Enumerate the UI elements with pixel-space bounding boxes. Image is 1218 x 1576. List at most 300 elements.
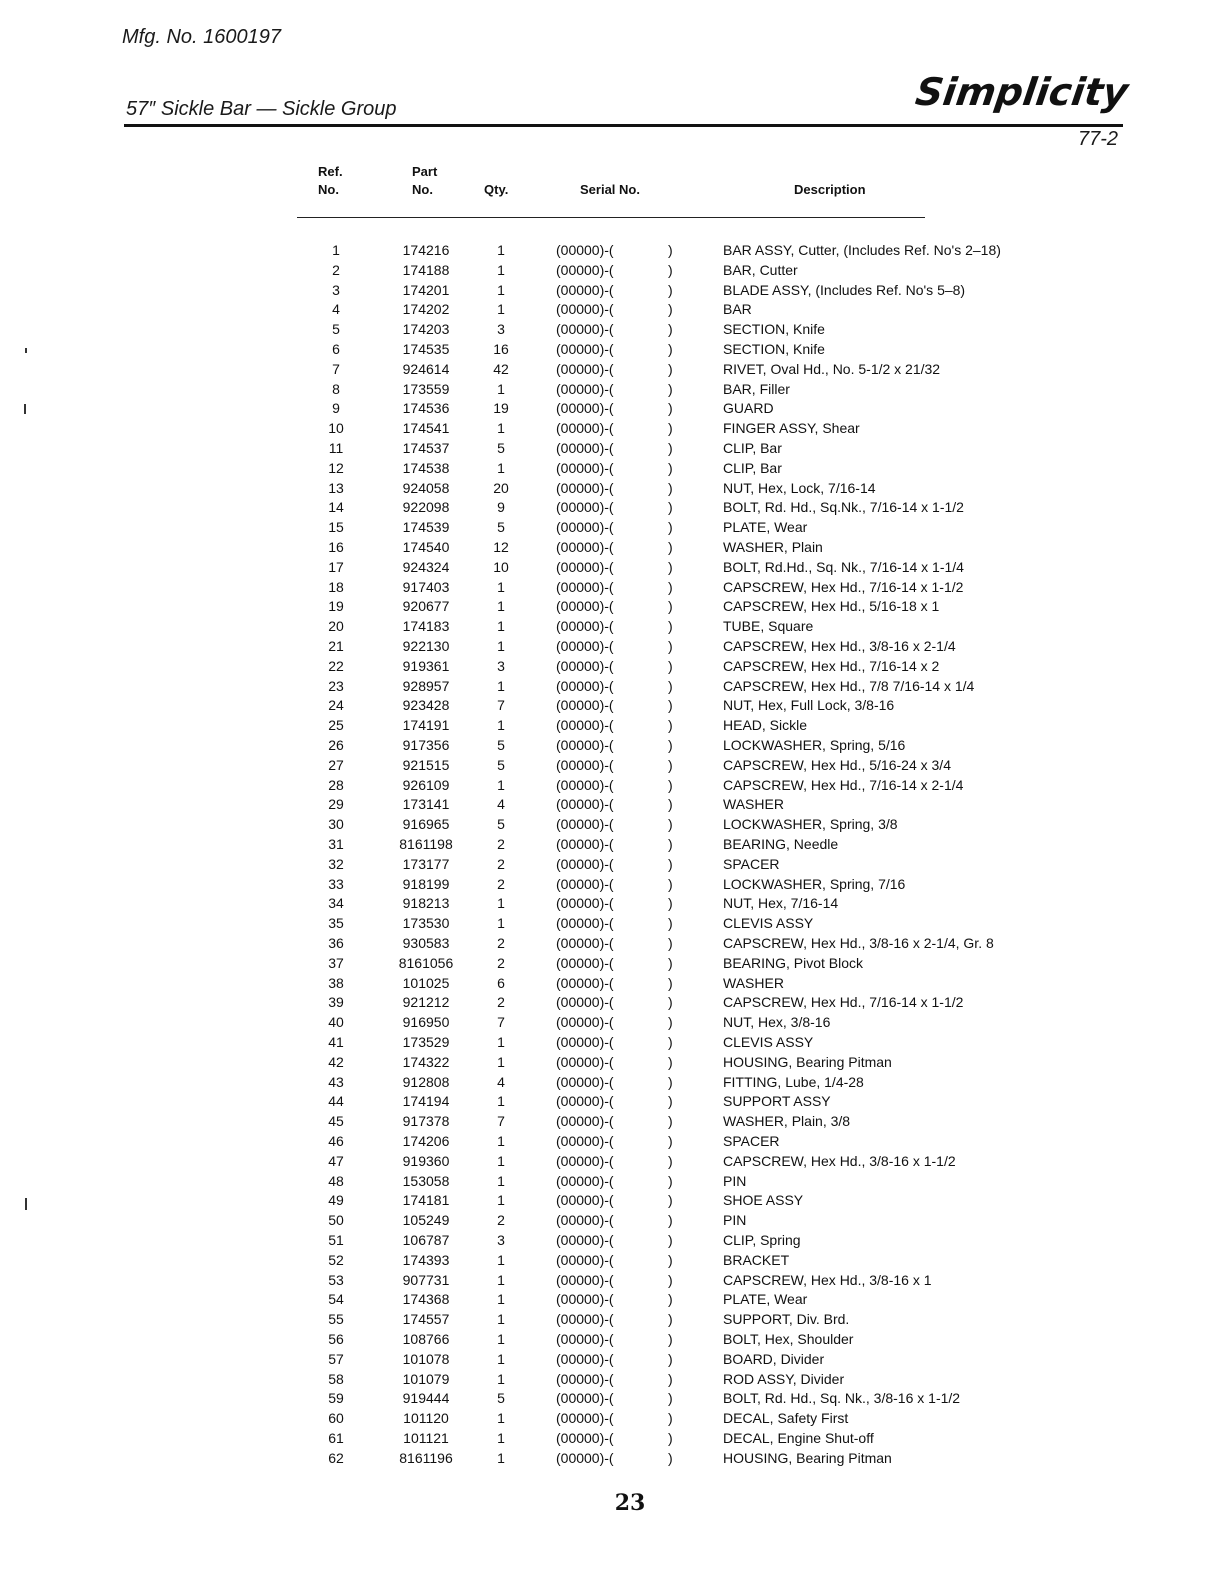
- part-no-cell: 921212: [402, 994, 450, 1011]
- description-cell: BLADE ASSY, (Includes Ref. No's 5–8): [723, 281, 966, 298]
- description-cell: SECTION, Knife: [723, 341, 825, 357]
- table-row: [0, 479, 1218, 499]
- ref-no-cell: 10: [328, 420, 344, 437]
- qty-cell: 5: [497, 519, 505, 536]
- description-cell: BAR: [723, 301, 752, 318]
- qty-cell: 1: [497, 1053, 505, 1070]
- part-no-cell: 108766: [402, 1331, 450, 1347]
- qty-cell: 1: [497, 1251, 505, 1268]
- qty-cell: 1: [497, 677, 505, 694]
- qty-cell: 1: [497, 1430, 505, 1446]
- table-row: [0, 300, 1218, 320]
- ref-no-cell: 58: [328, 1370, 344, 1387]
- ref-no-cell: 44: [328, 1093, 344, 1110]
- table-row: [0, 736, 1218, 756]
- serial-close-cell: ): [668, 816, 673, 833]
- part-no-cell: 919444: [402, 1390, 450, 1407]
- qty-cell: 1: [497, 1449, 505, 1466]
- part-no-cell: 924058: [402, 479, 450, 496]
- serial-no-cell: (00000)-(: [556, 915, 614, 932]
- table-row: [0, 340, 1218, 360]
- serial-no-cell: (00000)-(: [556, 1311, 614, 1328]
- serial-no-cell: (00000)-(: [556, 1113, 614, 1130]
- ref-no-cell: 40: [328, 1014, 344, 1031]
- ref-no-cell: 61: [328, 1430, 344, 1446]
- description-cell: SUPPORT ASSY: [723, 1093, 831, 1110]
- table-row: [0, 993, 1218, 1013]
- serial-no-cell: (00000)-(: [556, 1172, 614, 1189]
- description-cell: BEARING, Needle: [723, 836, 839, 852]
- ref-no-cell: 47: [328, 1152, 344, 1169]
- ref-no-cell: 32: [328, 855, 344, 872]
- serial-close-cell: ): [668, 539, 673, 555]
- part-no-cell: 174194: [402, 1093, 450, 1110]
- description-cell: CAPSCREW, Hex Hd., 3/8-16 x 1: [723, 1271, 932, 1288]
- ref-no-cell: 30: [328, 816, 344, 833]
- serial-close-cell: ): [668, 479, 673, 496]
- serial-close-cell: ): [668, 717, 673, 734]
- part-no-cell: 928957: [402, 677, 450, 694]
- part-no-cell: 101079: [402, 1370, 450, 1387]
- table-row: [0, 1211, 1218, 1231]
- description-cell: BOARD, Divider: [723, 1350, 825, 1367]
- description-cell: HEAD, Sickle: [723, 717, 808, 734]
- description-cell: GUARD: [723, 400, 774, 417]
- part-no-cell: 174201: [402, 281, 450, 298]
- serial-close-cell: ): [668, 598, 673, 615]
- table-row: [0, 1330, 1218, 1350]
- part-no-cell: 930583: [402, 935, 450, 951]
- qty-cell: 5: [497, 1390, 505, 1407]
- table-row: [0, 360, 1218, 380]
- table-row: [0, 1370, 1218, 1390]
- description-cell: NUT, Hex, Full Lock, 3/8-16: [723, 697, 895, 714]
- ref-no-cell: 34: [328, 895, 344, 912]
- qty-cell: 7: [497, 1113, 505, 1130]
- description-cell: FITTING, Lube, 1/4-28: [723, 1073, 864, 1090]
- description-cell: BOLT, Rd.Hd., Sq. Nk., 7/16-14 x 1-1/4: [723, 558, 964, 575]
- column-header-part: [412, 163, 437, 199]
- table-row: [0, 459, 1218, 479]
- ref-no-cell: 38: [328, 974, 344, 991]
- description-cell: CLEVIS ASSY: [723, 915, 814, 932]
- description-cell: PLATE, Wear: [723, 519, 808, 536]
- ref-no-cell: 33: [328, 875, 344, 892]
- table-row: [0, 1152, 1218, 1172]
- part-no-cell: 174537: [402, 440, 450, 456]
- description-cell: CAPSCREW, Hex Hd., 5/16-24 x 3/4: [723, 756, 951, 773]
- serial-close-cell: ): [668, 1073, 673, 1090]
- description-cell: ROD ASSY, Divider: [723, 1370, 845, 1387]
- serial-no-cell: (00000)-(: [556, 618, 614, 635]
- ref-no-cell: 11: [328, 440, 344, 456]
- column-header-part-line1: Part: [412, 164, 438, 179]
- ref-no-cell: 13: [328, 479, 344, 496]
- description-cell: SUPPORT, Div. Brd.: [723, 1311, 850, 1328]
- ref-no-cell: 7: [332, 360, 340, 377]
- part-no-cell: 916950: [402, 1014, 450, 1031]
- table-row: [0, 875, 1218, 895]
- description-cell: LOCKWASHER, Spring, 5/16: [723, 737, 906, 753]
- part-no-cell: 924614: [402, 360, 450, 377]
- table-row: [0, 716, 1218, 736]
- column-header-qty: [484, 181, 508, 199]
- serial-no-cell: (00000)-(: [556, 1073, 614, 1090]
- serial-close-cell: ): [668, 1192, 673, 1209]
- serial-close-cell: ): [668, 737, 673, 753]
- qty-cell: 1: [497, 1172, 505, 1189]
- qty-cell: 1: [497, 895, 505, 912]
- serial-close-cell: ): [668, 677, 673, 694]
- table-row: [0, 1389, 1218, 1409]
- qty-cell: 1: [497, 1093, 505, 1110]
- part-no-cell: 918199: [402, 875, 450, 892]
- part-no-cell: 101025: [402, 974, 450, 991]
- column-header-serial: [580, 181, 640, 199]
- qty-cell: 2: [497, 836, 505, 852]
- serial-close-cell: ): [668, 519, 673, 536]
- serial-no-cell: (00000)-(: [556, 360, 614, 377]
- part-no-cell: 174539: [402, 519, 450, 536]
- page-number: 23: [614, 1490, 646, 1516]
- description-cell: DECAL, Engine Shut-off: [723, 1430, 874, 1446]
- serial-no-cell: (00000)-(: [556, 1430, 614, 1446]
- qty-cell: 1: [497, 1291, 505, 1308]
- description-cell: SHOE ASSY: [723, 1192, 804, 1209]
- serial-no-cell: (00000)-(: [556, 1370, 614, 1387]
- table-row: [0, 558, 1218, 578]
- table-row: [0, 1290, 1218, 1310]
- serial-close-cell: ): [668, 895, 673, 912]
- description-cell: SPACER: [723, 855, 780, 872]
- part-no-cell: 101121: [403, 1430, 449, 1446]
- serial-no-cell: (00000)-(: [556, 281, 614, 298]
- serial-no-cell: (00000)-(: [556, 1350, 614, 1367]
- column-header-ref: [318, 163, 343, 199]
- ref-no-cell: 19: [328, 598, 344, 615]
- serial-close-cell: ): [668, 994, 673, 1011]
- serial-no-cell: (00000)-(: [556, 756, 614, 773]
- qty-cell: 1: [497, 1133, 505, 1149]
- qty-cell: 9: [497, 499, 505, 516]
- table-row: [0, 1231, 1218, 1251]
- part-no-cell: 919361: [402, 657, 450, 674]
- part-no-cell: 916965: [402, 816, 450, 833]
- part-no-cell: 174557: [402, 1311, 450, 1328]
- serial-close-cell: ): [668, 1271, 673, 1288]
- ref-no-cell: 46: [328, 1133, 344, 1149]
- qty-cell: 1: [497, 281, 505, 298]
- ref-no-cell: 45: [328, 1113, 344, 1130]
- ref-no-cell: 20: [328, 618, 344, 635]
- serial-no-cell: (00000)-(: [556, 479, 614, 496]
- ref-no-cell: 53: [328, 1271, 344, 1288]
- serial-close-cell: ): [668, 1390, 673, 1407]
- serial-close-cell: ): [668, 1014, 673, 1031]
- column-header-description: [794, 181, 866, 199]
- serial-no-cell: (00000)-(: [556, 578, 614, 595]
- part-no-cell: 912808: [402, 1073, 450, 1090]
- part-no-cell: 174203: [402, 321, 450, 338]
- serial-no-cell: (00000)-(: [556, 420, 614, 437]
- serial-no-cell: (00000)-(: [556, 440, 614, 456]
- header-rule: [124, 124, 1123, 127]
- ref-no-cell: 55: [328, 1311, 344, 1328]
- description-cell: CAPSCREW, Hex Hd., 3/8-16 x 2-1/4: [723, 638, 956, 654]
- ref-no-cell: 26: [328, 737, 344, 753]
- serial-close-cell: ): [668, 1370, 673, 1387]
- ref-no-cell: 3: [332, 281, 340, 298]
- ref-no-cell: 4: [332, 301, 340, 318]
- serial-no-cell: (00000)-(: [556, 974, 614, 991]
- description-cell: PLATE, Wear: [723, 1291, 808, 1308]
- part-no-cell: 174536: [402, 400, 450, 417]
- ref-no-cell: 54: [328, 1291, 344, 1308]
- part-no-cell: 907731: [402, 1271, 450, 1288]
- qty-cell: 1: [497, 598, 505, 615]
- description-cell: NUT, Hex, 3/8-16: [723, 1014, 831, 1031]
- serial-no-cell: (00000)-(: [556, 717, 614, 734]
- table-row: [0, 1191, 1218, 1211]
- qty-cell: 19: [493, 400, 509, 417]
- qty-cell: 1: [497, 717, 505, 734]
- part-no-cell: 173529: [402, 1034, 450, 1050]
- ref-no-cell: 12: [328, 459, 344, 476]
- table-row: [0, 578, 1218, 598]
- serial-close-cell: ): [668, 301, 673, 318]
- qty-cell: 2: [497, 875, 505, 892]
- serial-no-cell: (00000)-(: [556, 836, 614, 852]
- part-no-cell: 924324: [402, 558, 450, 575]
- table-row: [0, 894, 1218, 914]
- serial-close-cell: ): [668, 1152, 673, 1169]
- column-header-ref-line1: Ref.: [318, 164, 343, 179]
- serial-close-cell: ): [668, 1311, 673, 1328]
- qty-cell: 1: [497, 420, 505, 437]
- qty-cell: 3: [497, 321, 505, 338]
- description-cell: BAR ASSY, Cutter, (Includes Ref. No's 2–18): [723, 242, 1001, 258]
- part-no-cell: 8161056: [398, 954, 454, 971]
- serial-no-cell: (00000)-(: [556, 737, 614, 753]
- table-row: [0, 498, 1218, 518]
- serial-close-cell: ): [668, 974, 673, 991]
- qty-cell: 1: [497, 638, 505, 654]
- description-cell: CLIP, Bar: [723, 459, 782, 476]
- table-row: [0, 241, 1218, 261]
- ref-no-cell: 36: [328, 935, 344, 951]
- part-no-cell: 174181: [402, 1192, 450, 1209]
- description-cell: BAR, Cutter: [723, 261, 798, 278]
- qty-cell: 1: [497, 261, 505, 278]
- qty-cell: 10: [493, 558, 509, 575]
- column-header-serial-label: Serial No.: [580, 182, 640, 197]
- qty-cell: 1: [497, 776, 505, 793]
- description-cell: CAPSCREW, Hex Hd., 7/8 7/16-14 x 1/4: [723, 677, 975, 694]
- table-row: [0, 1429, 1218, 1449]
- table-row: [0, 380, 1218, 400]
- scan-mark: [25, 348, 27, 353]
- serial-close-cell: ): [668, 1034, 673, 1050]
- serial-close-cell: ): [668, 1053, 673, 1070]
- serial-close-cell: ): [668, 1172, 673, 1189]
- serial-close-cell: ): [668, 1291, 673, 1308]
- qty-cell: 1: [497, 1350, 505, 1367]
- serial-close-cell: ): [668, 380, 673, 397]
- qty-cell: 1: [497, 1311, 505, 1328]
- serial-no-cell: (00000)-(: [556, 816, 614, 833]
- serial-close-cell: ): [668, 578, 673, 595]
- description-cell: BOLT, Hex, Shoulder: [723, 1331, 854, 1347]
- qty-cell: 4: [497, 796, 505, 813]
- ref-no-cell: 21: [328, 638, 344, 654]
- part-no-cell: 921515: [402, 756, 450, 773]
- qty-cell: 12: [493, 539, 509, 555]
- serial-no-cell: (00000)-(: [556, 242, 614, 258]
- ref-no-cell: 23: [328, 677, 344, 694]
- description-cell: CLIP, Bar: [723, 440, 782, 456]
- description-cell: SECTION, Knife: [723, 321, 825, 338]
- serial-no-cell: (00000)-(: [556, 341, 614, 357]
- qty-cell: 2: [497, 855, 505, 872]
- part-no-cell: 173177: [402, 855, 450, 872]
- description-cell: CAPSCREW, Hex Hd., 7/16-14 x 1-1/2: [723, 994, 964, 1011]
- column-header-qty-label: Qty.: [484, 182, 509, 197]
- serial-no-cell: (00000)-(: [556, 519, 614, 536]
- table-row: [0, 974, 1218, 994]
- table-row: [0, 776, 1218, 796]
- serial-close-cell: ): [668, 1113, 673, 1130]
- part-no-cell: 926109: [402, 776, 450, 793]
- ref-no-cell: 27: [328, 756, 344, 773]
- serial-close-cell: ): [668, 558, 673, 575]
- table-row: [0, 637, 1218, 657]
- serial-no-cell: (00000)-(: [556, 875, 614, 892]
- part-no-cell: 173559: [402, 380, 450, 397]
- description-cell: CAPSCREW, Hex Hd., 7/16-14 x 2: [723, 657, 940, 674]
- qty-cell: 16: [493, 341, 509, 357]
- description-cell: HOUSING, Bearing Pitman: [723, 1053, 892, 1070]
- part-no-cell: 920677: [402, 598, 450, 615]
- description-cell: CLEVIS ASSY: [723, 1034, 814, 1050]
- ref-no-cell: 48: [328, 1172, 344, 1189]
- ref-no-cell: 41: [328, 1034, 344, 1050]
- qty-cell: 5: [497, 756, 505, 773]
- ref-no-cell: 51: [328, 1232, 344, 1248]
- ref-no-cell: 8: [332, 380, 340, 397]
- table-row: [0, 617, 1218, 637]
- ref-no-cell: 1: [332, 242, 340, 258]
- ref-no-cell: 43: [328, 1073, 344, 1090]
- ref-no-cell: 35: [328, 915, 344, 932]
- table-row: [0, 1271, 1218, 1291]
- serial-no-cell: (00000)-(: [556, 1331, 614, 1347]
- table-row: [0, 1013, 1218, 1033]
- serial-no-cell: (00000)-(: [556, 1271, 614, 1288]
- part-no-cell: 917403: [402, 578, 450, 595]
- table-row: [0, 419, 1218, 439]
- table-row: [0, 261, 1218, 281]
- serial-no-cell: (00000)-(: [556, 1212, 614, 1229]
- qty-cell: 1: [497, 578, 505, 595]
- table-row: [0, 835, 1218, 855]
- qty-cell: 5: [497, 737, 505, 753]
- ref-no-cell: 42: [328, 1053, 344, 1070]
- serial-close-cell: ): [668, 954, 673, 971]
- qty-cell: 3: [497, 657, 505, 674]
- serial-close-cell: ): [668, 836, 673, 852]
- description-cell: CAPSCREW, Hex Hd., 5/16-18 x 1: [723, 598, 940, 615]
- serial-close-cell: ): [668, 1212, 673, 1229]
- serial-no-cell: (00000)-(: [556, 400, 614, 417]
- serial-no-cell: (00000)-(: [556, 380, 614, 397]
- part-no-cell: 174541: [402, 420, 450, 437]
- ref-no-cell: 16: [328, 539, 344, 555]
- qty-cell: 5: [497, 816, 505, 833]
- serial-no-cell: (00000)-(: [556, 994, 614, 1011]
- serial-no-cell: (00000)-(: [556, 1390, 614, 1407]
- scan-mark: [25, 1198, 27, 1210]
- serial-no-cell: (00000)-(: [556, 776, 614, 793]
- table-row: [0, 281, 1218, 301]
- description-cell: CAPSCREW, Hex Hd., 7/16-14 x 2-1/4: [723, 776, 964, 793]
- table-row: [0, 914, 1218, 934]
- ref-no-cell: 14: [328, 499, 344, 516]
- serial-no-cell: (00000)-(: [556, 459, 614, 476]
- qty-cell: 42: [493, 360, 509, 377]
- part-no-cell: 174540: [402, 539, 450, 555]
- table-row: [0, 1251, 1218, 1271]
- description-cell: DECAL, Safety First: [723, 1410, 849, 1427]
- serial-no-cell: (00000)-(: [556, 1133, 614, 1149]
- part-no-cell: 106787: [402, 1232, 450, 1248]
- serial-close-cell: ): [668, 1410, 673, 1427]
- qty-cell: 1: [497, 915, 505, 932]
- qty-cell: 1: [497, 301, 505, 318]
- qty-cell: 1: [497, 1034, 505, 1050]
- serial-no-cell: (00000)-(: [556, 1449, 614, 1466]
- qty-cell: 1: [497, 380, 505, 397]
- description-cell: NUT, Hex, Lock, 7/16-14: [723, 479, 876, 496]
- serial-close-cell: ): [668, 638, 673, 654]
- serial-close-cell: ): [668, 360, 673, 377]
- part-no-cell: 174202: [402, 301, 450, 318]
- serial-no-cell: (00000)-(: [556, 935, 614, 951]
- table-row: [0, 954, 1218, 974]
- table-row: [0, 597, 1218, 617]
- description-cell: CAPSCREW, Hex Hd., 7/16-14 x 1-1/2: [723, 578, 964, 595]
- table-row: [0, 1350, 1218, 1370]
- serial-no-cell: (00000)-(: [556, 1152, 614, 1169]
- ref-no-cell: 24: [328, 697, 344, 714]
- ref-no-cell: 50: [328, 1212, 344, 1229]
- qty-cell: 1: [497, 1331, 505, 1347]
- qty-cell: 1: [497, 1192, 505, 1209]
- description-cell: WASHER: [723, 974, 784, 991]
- column-header-description-label: Description: [794, 182, 866, 197]
- qty-cell: 20: [493, 479, 509, 496]
- qty-cell: 1: [497, 1271, 505, 1288]
- ref-no-cell: 31: [328, 836, 344, 852]
- ref-no-cell: 17: [328, 558, 344, 575]
- table-row: [0, 855, 1218, 875]
- serial-no-cell: (00000)-(: [556, 261, 614, 278]
- serial-close-cell: ): [668, 618, 673, 635]
- part-no-cell: 174322: [402, 1053, 450, 1070]
- serial-close-cell: ): [668, 1133, 673, 1149]
- qty-cell: 2: [497, 994, 505, 1011]
- ref-no-cell: 2: [332, 261, 340, 278]
- serial-no-cell: (00000)-(: [556, 558, 614, 575]
